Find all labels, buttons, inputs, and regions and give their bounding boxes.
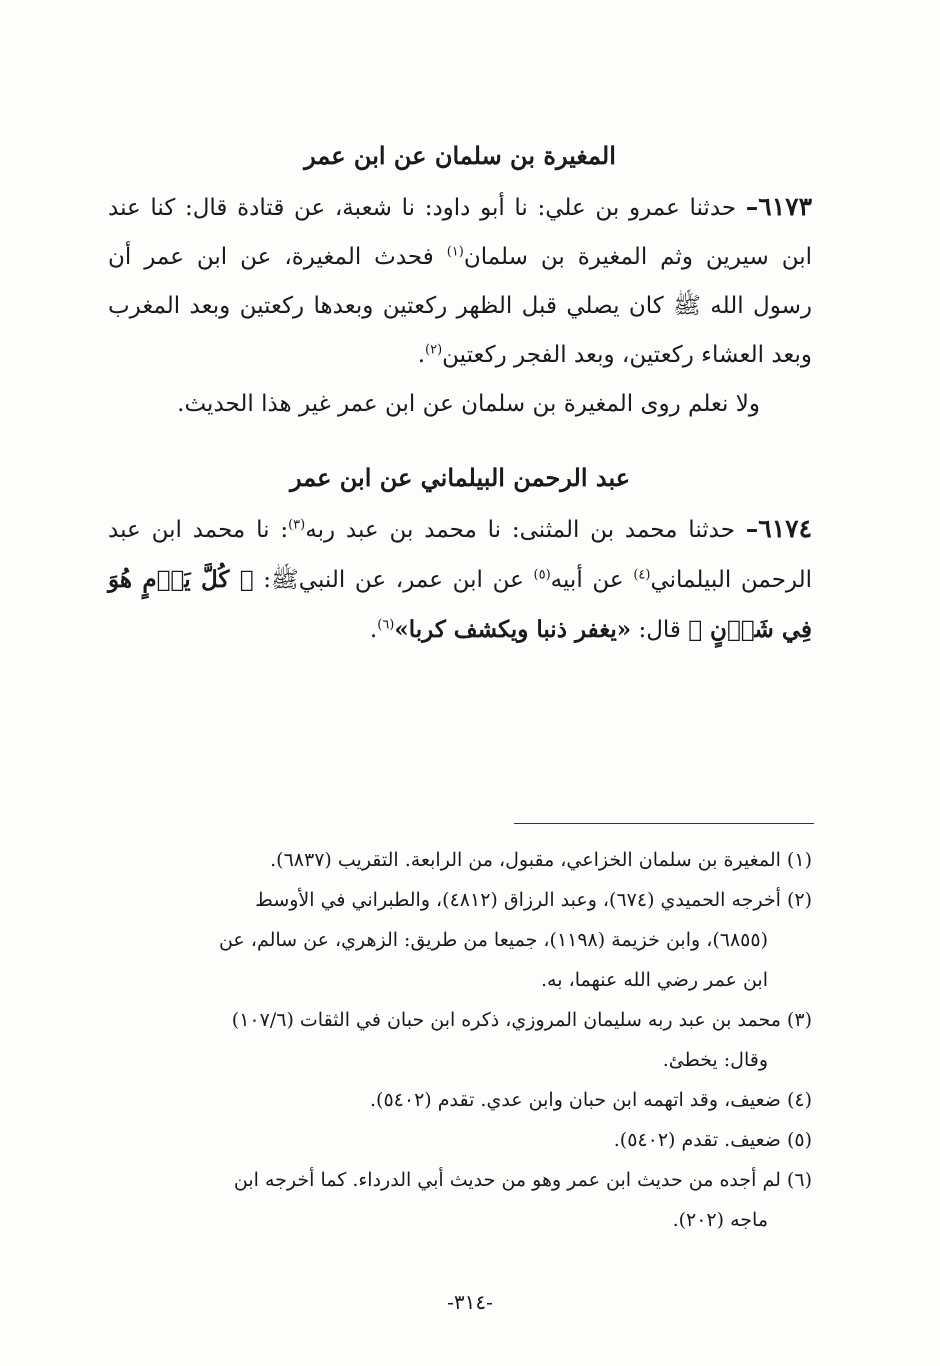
footnote-ref: (٤) (633, 567, 651, 583)
section-heading-mughira: المغيرة بن سلمان عن ابن عمر (304, 141, 616, 170)
section-heading-bilmani: عبد الرحمن البيلماني عن ابن عمر (289, 463, 631, 492)
footnote-ref: (٢) (425, 342, 443, 358)
hadith-text: عن أبيه (550, 567, 634, 593)
footnote-3: (٣) محمد بن عبد ربه سليمان المروزي، ذكره ابن حبان في الثقات (١٠٧/٦) (231, 1009, 812, 1031)
footnote-2-cont: (٦٨٥٥)، وابن خزيمة (١١٩٨)، جميعا من طريق: الزهري، عن سالم، عن (218, 929, 768, 951)
hadith-number: ٦١٧٤ (758, 514, 813, 543)
footnote-3-cont: وقال: يخطئ. (662, 1049, 768, 1071)
footnote-ref: (٦) (377, 617, 395, 633)
hadith-dash: – (745, 192, 759, 221)
hadith-text: : نا محمد ابن عبد الرحمن البيلماني (108, 517, 813, 593)
footnote-ref: (١) (446, 244, 464, 260)
hadith-text: فحدث المغيرة، عن ابن عمر أن رسول الله ﷺ كان يصلي قبل الظهر ركعتين وبعدها ركعتين وبعد المغرب وبعد العشاء ركعتين، وبعد الفجر ركعتين (108, 244, 812, 368)
footnote-6-cont: ماجه (٢٠٢). (672, 1209, 768, 1231)
hadith-text: . (417, 342, 426, 368)
footnote-ref: (٣) (288, 517, 306, 533)
hadith-6173 (108, 182, 812, 429)
hadith-6174-text (108, 504, 812, 655)
footnote-1: (١) المغيرة بن سلمان الخزاعي، مقبول، من الرابعة. التقريب (٦٨٣٧). (270, 849, 812, 871)
hadith-6174 (108, 504, 812, 655)
hadith-text: عن ابن عمر، عن النبيﷺ: (253, 567, 534, 593)
footnote-5: (٥) ضعيف. تقدم (٥٤٠٢). (613, 1129, 812, 1151)
page-number: -٣١٤- (447, 1290, 493, 1314)
prophetic-quote: «يغفر ذنبا ويكشف كربا» (394, 616, 632, 643)
hadith-text: حدثنا عمرو بن علي: نا أبو داود: نا شعبة، عن قتادة قال: كنا عند ابن سيرين وثم المغيرة بن سلمان (108, 195, 812, 270)
hadith-number: ٦١٧٣ (758, 192, 812, 221)
hadith-text: حدثنا محمد بن المثنى: نا محمد بن عبد ربه (305, 517, 746, 543)
footnote-6: (٦) لم أجده من حديث ابن عمر وهو من حديث أبي الدرداء. كما أخرجه ابن (233, 1169, 812, 1191)
footnote-2-cont: ابن عمر رضي الله عنهما، به. (541, 969, 768, 991)
hadith-commentary: ولا نعلم روى المغيرة بن سلمان عن ابن عمر غير هذا الحديث. (177, 391, 760, 417)
footnote-divider (514, 823, 814, 824)
footnote-2: (٢) أخرجه الحميدي (٦٧٤)، وعبد الرزاق (٤٨١٢)، والطبراني في الأوسط (255, 889, 812, 911)
quran-verse: ﴿ كُلَّ يَوۡمٍ هُوَ فِي شَأۡنٍ ﴾ (108, 566, 812, 643)
hadith-text: . (369, 617, 378, 643)
footnotes (108, 840, 812, 1240)
footnote-4: (٤) ضعيف، وقد اتهمه ابن حبان وابن عدي. تقدم (٥٤٠٢). (370, 1089, 812, 1111)
footnote-ref: (٥) (533, 567, 551, 583)
hadith-text: قال: (631, 617, 689, 643)
hadith-dash: – (745, 514, 759, 543)
hadith-6173-text (108, 182, 812, 380)
